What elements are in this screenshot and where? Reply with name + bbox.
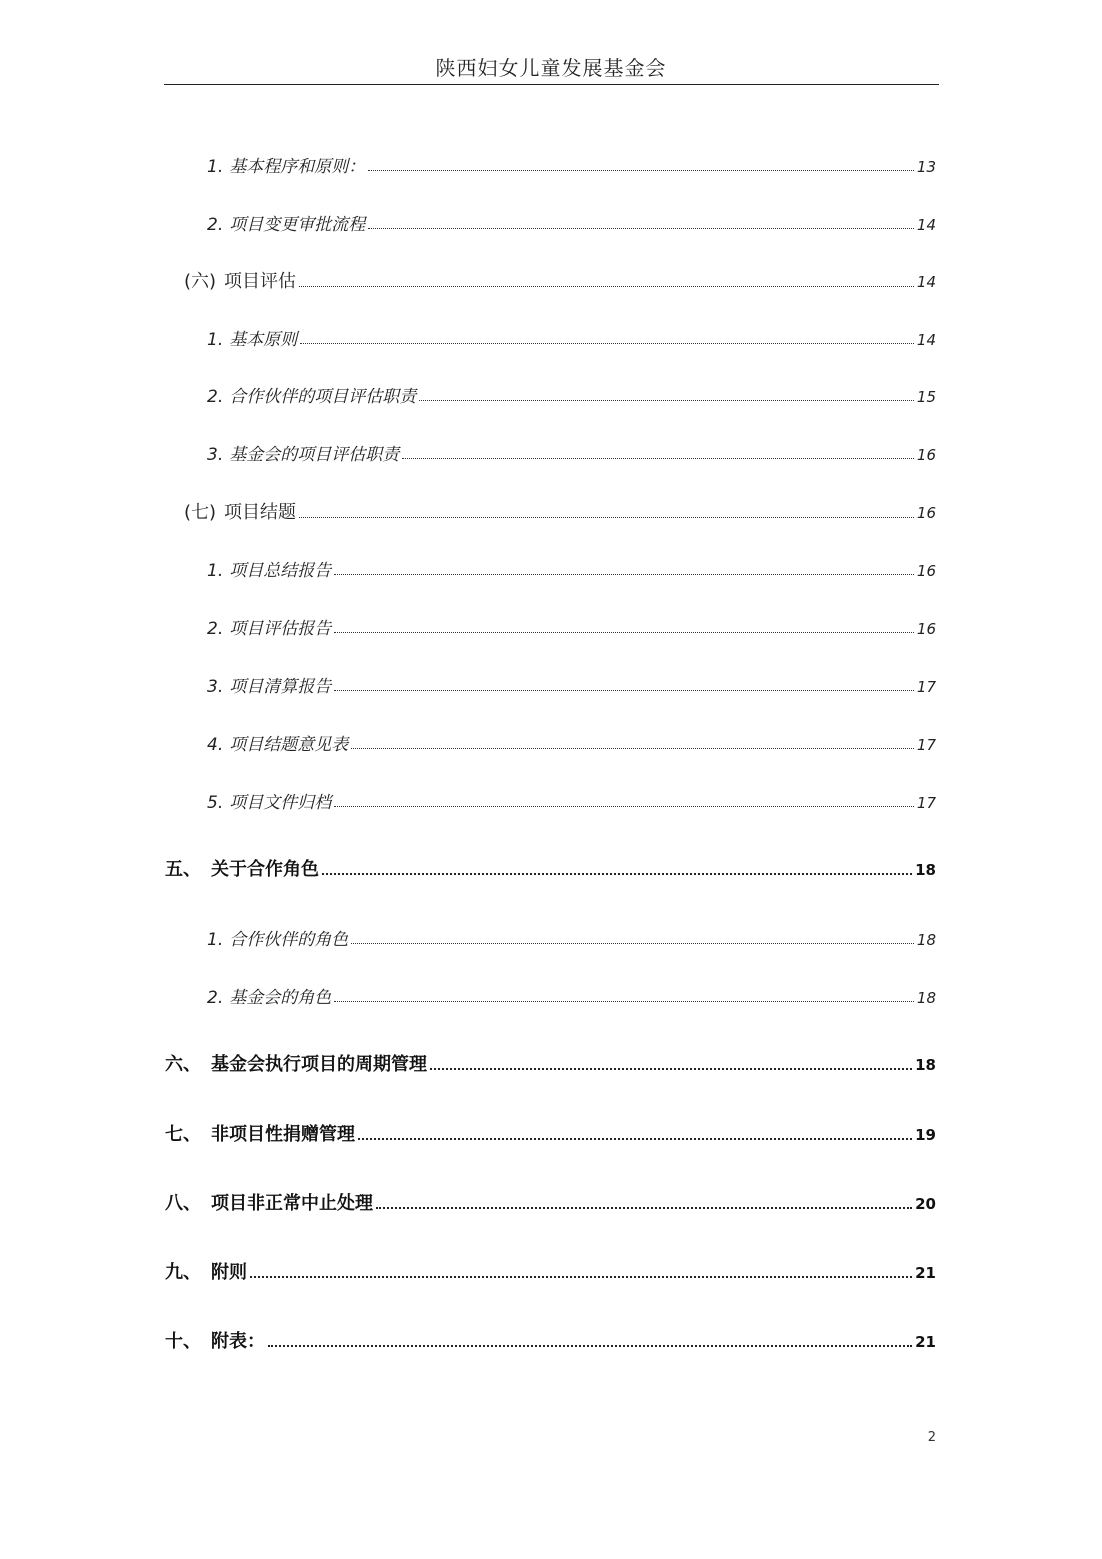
toc-entry-number: 1.	[207, 561, 224, 581]
toc-dot-leader	[334, 689, 914, 691]
toc-entry-label: 关于合作角色	[211, 859, 319, 880]
toc-entry[interactable]	[165, 1327, 936, 1353]
toc-dot-leader	[299, 285, 914, 287]
toc-dot-leader	[368, 169, 914, 171]
toc-entry-number: 五、	[165, 859, 201, 880]
toc-entry-label: 附表：	[211, 1331, 265, 1352]
toc-dot-leader	[351, 747, 914, 749]
toc-entry-label: 项目结题	[224, 502, 297, 523]
toc-entry-label: 项目评估	[224, 271, 297, 292]
toc-entry[interactable]	[207, 614, 936, 639]
toc-entry[interactable]	[207, 210, 936, 235]
toc-entry-page: 16	[916, 562, 936, 580]
toc-entry-label: 项目总结报告	[229, 561, 332, 581]
toc-entry-page: 18	[916, 989, 936, 1007]
toc-entry[interactable]	[207, 556, 936, 581]
toc-entry-number: 1.	[207, 157, 224, 177]
toc-entry-label: 基本程序和原则：	[229, 157, 366, 177]
toc-entry-number: 3.	[207, 677, 224, 697]
toc-dot-leader	[358, 1137, 912, 1140]
toc-entry-page: 18	[915, 861, 936, 879]
toc-entry-number: 3.	[207, 445, 224, 465]
toc-entry[interactable]	[165, 1050, 936, 1076]
toc-entry-page: 14	[916, 216, 936, 234]
toc-entry-number: 4.	[207, 735, 224, 755]
toc-entry-page: 21	[915, 1264, 936, 1282]
toc-dot-leader	[430, 1067, 912, 1070]
toc-entry-label: 项目变更审批流程	[229, 215, 366, 235]
toc-entry-label: 项目评估报告	[229, 619, 332, 639]
toc-entry-number: 2.	[207, 215, 224, 235]
toc-entry[interactable]	[207, 325, 936, 350]
toc-entry-page: 16	[916, 504, 936, 522]
toc-dot-leader	[376, 1206, 912, 1209]
toc-dot-leader	[368, 227, 914, 229]
toc-dot-leader	[419, 399, 914, 401]
toc-entry[interactable]	[207, 382, 936, 407]
toc-entry-label: 项目非正常中止处理	[211, 1193, 373, 1214]
toc-dot-leader	[322, 872, 912, 875]
toc-entry-label: 项目清算报告	[229, 677, 332, 697]
toc-entry-page: 13	[916, 158, 936, 176]
toc-entry[interactable]	[165, 1258, 936, 1284]
toc-entry[interactable]	[184, 267, 936, 293]
header-divider	[164, 84, 939, 85]
toc-entry[interactable]	[207, 440, 936, 465]
toc-dot-leader	[300, 342, 914, 344]
toc-entry[interactable]	[165, 1189, 936, 1215]
toc-entry-label: 基本原则	[229, 330, 298, 350]
toc-entry-page: 19	[915, 1126, 936, 1144]
toc-entry-number: 六、	[165, 1054, 201, 1075]
toc-dot-leader	[402, 457, 914, 459]
toc-entry[interactable]	[165, 1120, 936, 1146]
toc-entry-number: 2.	[207, 387, 224, 407]
toc-dot-leader	[351, 942, 914, 944]
toc-entry-page: 17	[916, 794, 936, 812]
toc-entry-label: 合作伙伴的角色	[229, 930, 349, 950]
toc-entry-number: 2.	[207, 619, 224, 639]
page-header-title: 陕西妇女儿童发展基金会	[435, 56, 667, 80]
toc-entry-page: 20	[915, 1195, 936, 1213]
toc-entry[interactable]	[207, 983, 936, 1008]
toc-entry-label: 项目结题意见表	[229, 735, 349, 755]
toc-entry[interactable]	[207, 788, 936, 813]
toc-entry-number: 1.	[207, 330, 224, 350]
toc-entry[interactable]	[207, 730, 936, 755]
toc-entry-number: 七、	[165, 1124, 201, 1145]
toc-entry-page: 14	[916, 331, 936, 349]
toc-entry[interactable]	[165, 855, 936, 881]
toc-entry-number: 十、	[165, 1331, 201, 1352]
toc-entry-label: 合作伙伴的项目评估职责	[229, 387, 417, 407]
toc-dot-leader	[334, 1000, 914, 1002]
toc-entry-page: 17	[916, 736, 936, 754]
toc-entry-page: 14	[916, 273, 936, 291]
toc-entry-label: 基金会的角色	[229, 988, 332, 1008]
toc-dot-leader	[299, 516, 914, 518]
toc-entry-page: 16	[916, 620, 936, 638]
toc-entry-page: 16	[916, 446, 936, 464]
toc-entry-label: 基金会的项目评估职责	[229, 445, 400, 465]
toc-entry-number: 2.	[207, 988, 224, 1008]
toc-dot-leader	[334, 631, 914, 633]
toc-entry-page: 15	[916, 388, 936, 406]
toc-entry[interactable]	[207, 152, 936, 177]
toc-entry-page: 17	[916, 678, 936, 696]
toc-entry-label: 项目文件归档	[229, 793, 332, 813]
toc-entry-number: 1.	[207, 930, 224, 950]
toc-entry-number: 九、	[165, 1262, 201, 1283]
toc-entry-label: 附则	[211, 1262, 247, 1283]
toc-entry[interactable]	[207, 925, 936, 950]
toc-dot-leader	[334, 805, 914, 807]
toc-entry-page: 18	[916, 931, 936, 949]
toc-dot-leader	[268, 1344, 912, 1347]
toc-entry-number: 5.	[207, 793, 224, 813]
page-number: 2	[927, 1430, 936, 1445]
toc-entry-number: 八、	[165, 1193, 201, 1214]
toc-entry-page: 21	[915, 1333, 936, 1351]
toc-entry-label: 非项目性捐赠管理	[211, 1124, 355, 1145]
toc-entry-number: (七)	[184, 502, 217, 523]
toc-entry-page: 18	[915, 1056, 936, 1074]
toc-entry[interactable]	[184, 498, 936, 524]
toc-entry[interactable]	[207, 672, 936, 697]
toc-dot-leader	[334, 573, 914, 575]
toc-entry-label: 基金会执行项目的周期管理	[211, 1054, 427, 1075]
toc-dot-leader	[250, 1275, 912, 1278]
toc-entry-number: (六)	[184, 271, 217, 292]
